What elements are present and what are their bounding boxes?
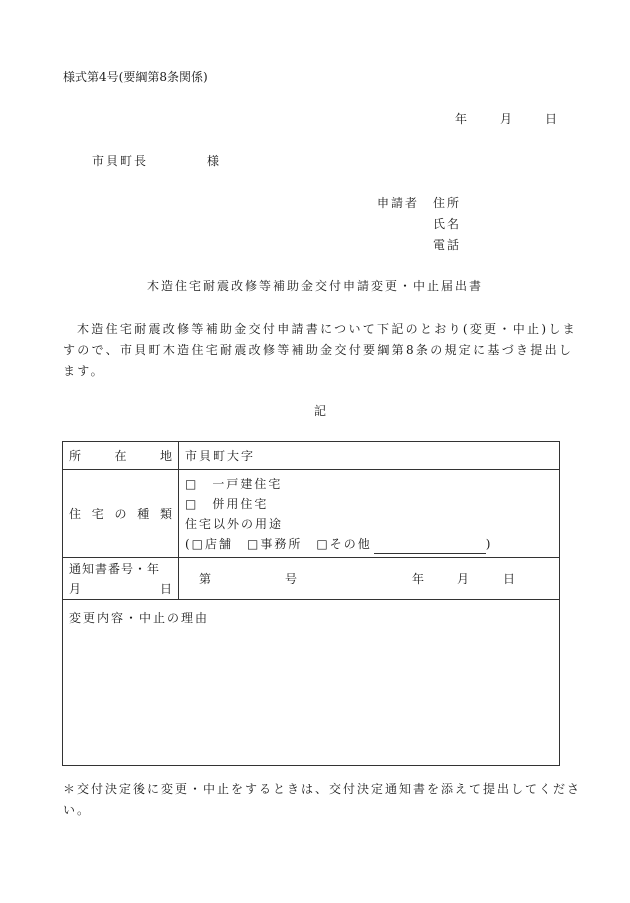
reason-row [63, 600, 560, 766]
document-title: 木造住宅耐震改修等補助金交付申請変更・中止届出書 [146, 279, 483, 293]
notice-day: 日 [503, 572, 516, 586]
footnote: ＊交付決定後に変更・中止をするときは、交付決定通知書を添えて提出してください。 [63, 782, 582, 817]
notice-month: 月 [457, 572, 470, 586]
other-use-close: ) [485, 536, 491, 551]
location-row [63, 442, 560, 470]
body-line-1: 木造住宅耐震改修等補助金交付申請書について下記のとおり(変更・中止)しま [77, 322, 577, 336]
body-paragraph [63, 319, 583, 382]
body-line-2: すので、市貝町木造住宅耐震改修等補助金交付要綱第8条の規定に基づき提出し [63, 343, 574, 357]
date-month-label: 月 [500, 112, 513, 126]
housing-type-label: 住 宅 の 種 類 [63, 470, 179, 558]
other-use-checkboxes[interactable]: (□店舗 □事務所 □その他 [185, 536, 372, 551]
applicant-label: 申請者 [377, 196, 420, 210]
housing-type-row [63, 470, 560, 558]
form-number: 様式第4号(要綱第8条関係) [63, 70, 208, 84]
address-label: 住所 [433, 196, 462, 210]
other-use-label: 住宅以外の用途 [185, 516, 284, 531]
notice-go: 号 [285, 572, 298, 586]
housing-type-options [179, 470, 560, 558]
reason-cell[interactable] [63, 600, 560, 766]
other-use-blank[interactable] [374, 541, 486, 554]
addressee-name: 市貝町長 [92, 154, 149, 168]
option-mixed-use-house[interactable]: □ 併用住宅 [185, 496, 269, 511]
date-year-label: 年 [455, 112, 468, 126]
location-value[interactable]: 市貝町大字 [179, 442, 560, 470]
notice-value[interactable] [179, 558, 560, 600]
option-detached-house[interactable]: □ 一戸建住宅 [185, 476, 283, 491]
date-day-label: 日 [545, 112, 558, 126]
notice-year: 年 [412, 572, 425, 586]
phone-label: 電話 [433, 238, 462, 252]
location-label: 所 在 地 [63, 442, 179, 470]
reason-label: 変更内容・中止の理由 [69, 611, 210, 625]
notice-dai: 第 [199, 572, 212, 586]
form-table [62, 441, 560, 766]
notice-label: 通知書番号・年 月 日 [63, 558, 179, 600]
body-line-3: ます。 [63, 364, 105, 378]
addressee-honorific: 様 [207, 154, 220, 168]
ki-heading: 記 [313, 404, 326, 418]
name-label: 氏名 [433, 217, 462, 231]
notice-row [63, 558, 560, 600]
other-use-options[interactable] [185, 534, 553, 554]
